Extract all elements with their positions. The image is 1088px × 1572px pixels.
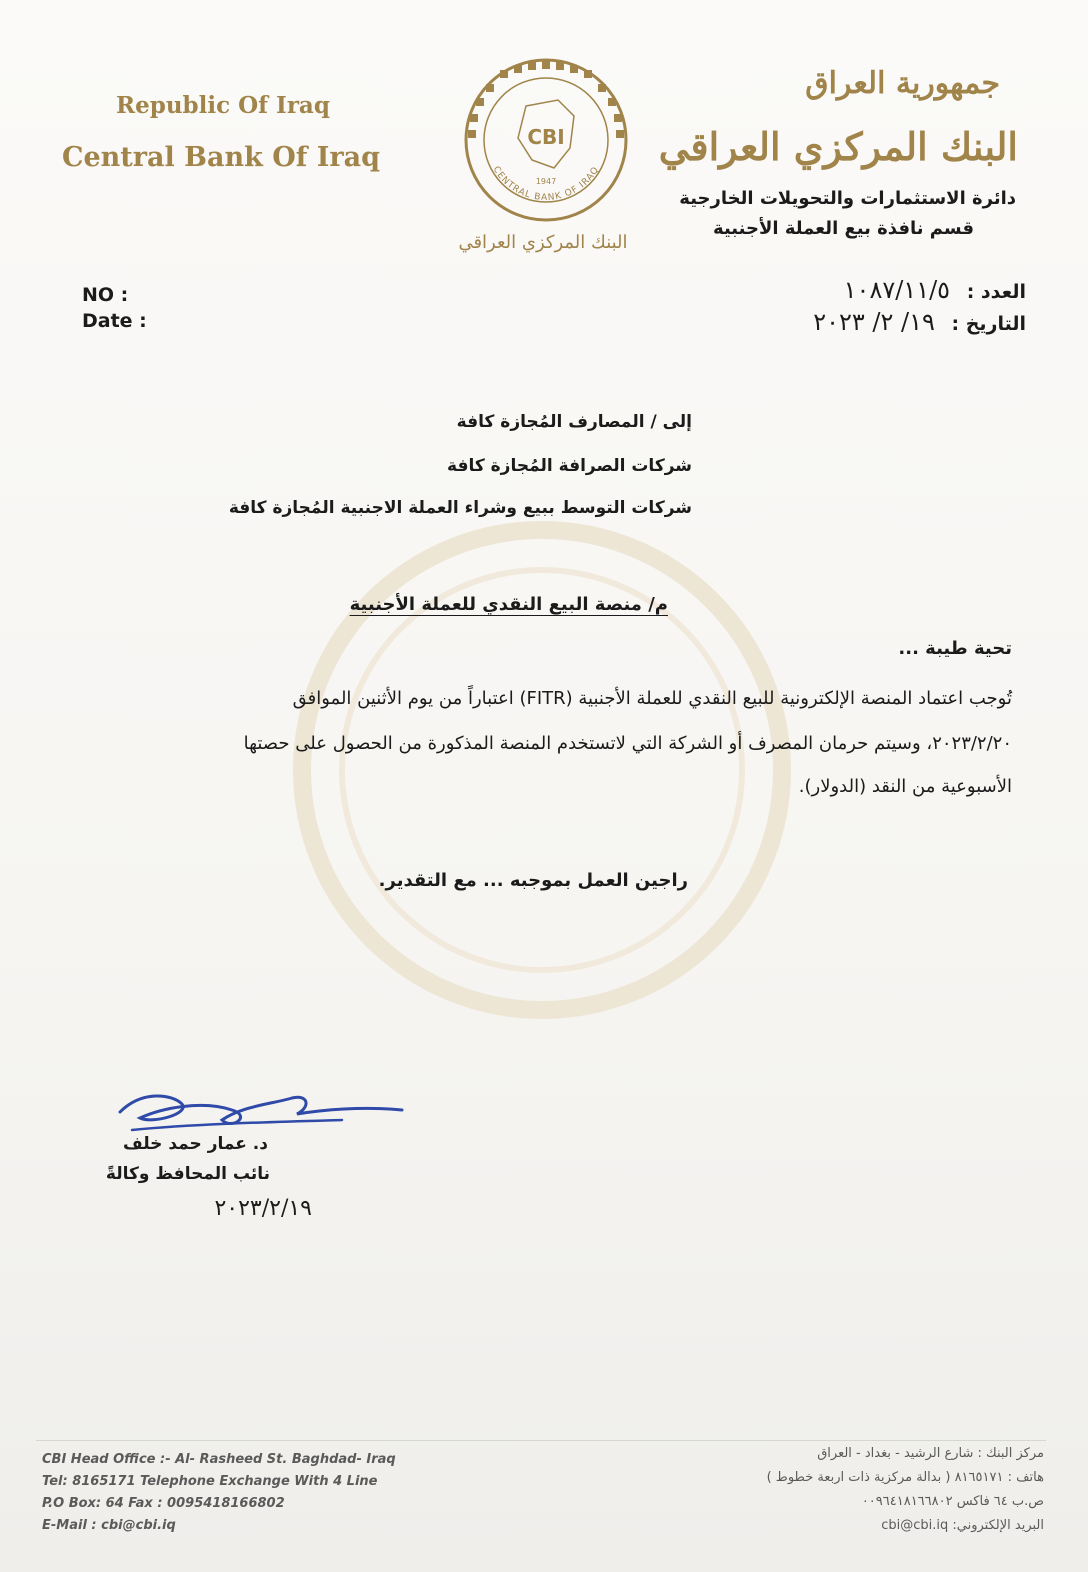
ar-number [844, 276, 1026, 304]
signatory-name: د. عمار حمد خلف [122, 1134, 268, 1154]
logo-text: CBI [527, 125, 565, 149]
header-en-bank: Central Bank Of Iraq [62, 142, 380, 173]
logo-year: 1947 [535, 177, 557, 186]
logo-subtitle: البنك المركزي العراقي [458, 232, 628, 253]
body-line: ٢٠٢٣/٢/٢٠، وسيتم حرمان المصرف أو الشركة التي لاتستخدم المنصة المذكورة من الحصول على حصتها [243, 733, 1012, 754]
ar-number-label: العدد : [966, 281, 1026, 303]
body-line: تُوجب اعتماد المنصة الإلكترونية للبيع النقدي للعملة الأجنبية (FITR) اعتباراً من يوم الأثنين الموافق [292, 688, 1012, 709]
cbi-logo-icon [462, 56, 630, 224]
header-ar-department: دائرة الاستثمارات والتحويلات الخارجية [679, 188, 1016, 209]
footer-en-line: CBI Head Office :- Al- Rasheed St. Baghdad- Iraq [42, 1452, 396, 1467]
footer-divider [36, 1440, 1046, 1441]
logo-ring-text: CENTRAL BANK OF IRAQ [490, 164, 602, 204]
header-ar-bank: البنك المركزي العراقي [658, 124, 1018, 169]
footer-en-line: P.O Box: 64 Fax : 0095418166802 [42, 1496, 285, 1511]
body-line: الأسبوعية من النقد (الدولار). [798, 776, 1012, 797]
footer-en-line: Tel: 8165171 Telephone Exchange With 4 Line [42, 1474, 378, 1489]
recipient-line: إلى / المصارف المُجازة كافة [456, 412, 692, 432]
recipient-line: شركات الصرافة المُجازة كافة [447, 456, 692, 476]
footer-ar-line: البريد الإلكتروني: cbi@cbi.iq [881, 1518, 1044, 1533]
signatory-title: نائب المحافظ وكالةً [105, 1164, 270, 1184]
ar-date-label: التاريخ : [951, 313, 1026, 335]
greeting: تحية طيبة ... [898, 638, 1012, 659]
closing-line: راجين العمل بموجبه ... مع التقدير. [378, 870, 688, 891]
footer-ar-line: هاتف : ٨١٦٥١٧١ ( بدالة مركزية ذات اربعة خطوط ) [766, 1470, 1044, 1485]
recipient-line: شركات التوسط ببيع وشراء العملة الاجنبية المُجازة كافة [228, 498, 692, 518]
footer-ar-line: مركز البنك : شارع الرشيد - بغداد - العراق [817, 1446, 1044, 1461]
footer-ar-line: ص.ب ٦٤ فاكس ٠٠٩٦٤١٨١٦٦٨٠٢ [861, 1494, 1044, 1509]
signature-date: ٢٠٢٣/٢/١٩ [214, 1196, 312, 1221]
ar-date-value: ١٩/ ٢/ ٢٠٢٣ [813, 308, 935, 336]
header-en-republic: Republic Of Iraq [116, 92, 330, 119]
header-ar-republic: جمهورية العراق [805, 66, 1000, 101]
letter-subject: م/ منصة البيع النقدي للعملة الأجنبية [349, 594, 668, 615]
footer-en-line: E-Mail : cbi@cbi.iq [42, 1518, 176, 1533]
ar-number-value: ١٠٨٧/١١/٥ [843, 276, 951, 304]
no-label: NO : [82, 284, 129, 306]
ar-date [813, 308, 1026, 336]
header-ar-section: قسم نافذة بيع العملة الأجنبية [713, 218, 974, 239]
date-label: Date : [82, 310, 147, 332]
